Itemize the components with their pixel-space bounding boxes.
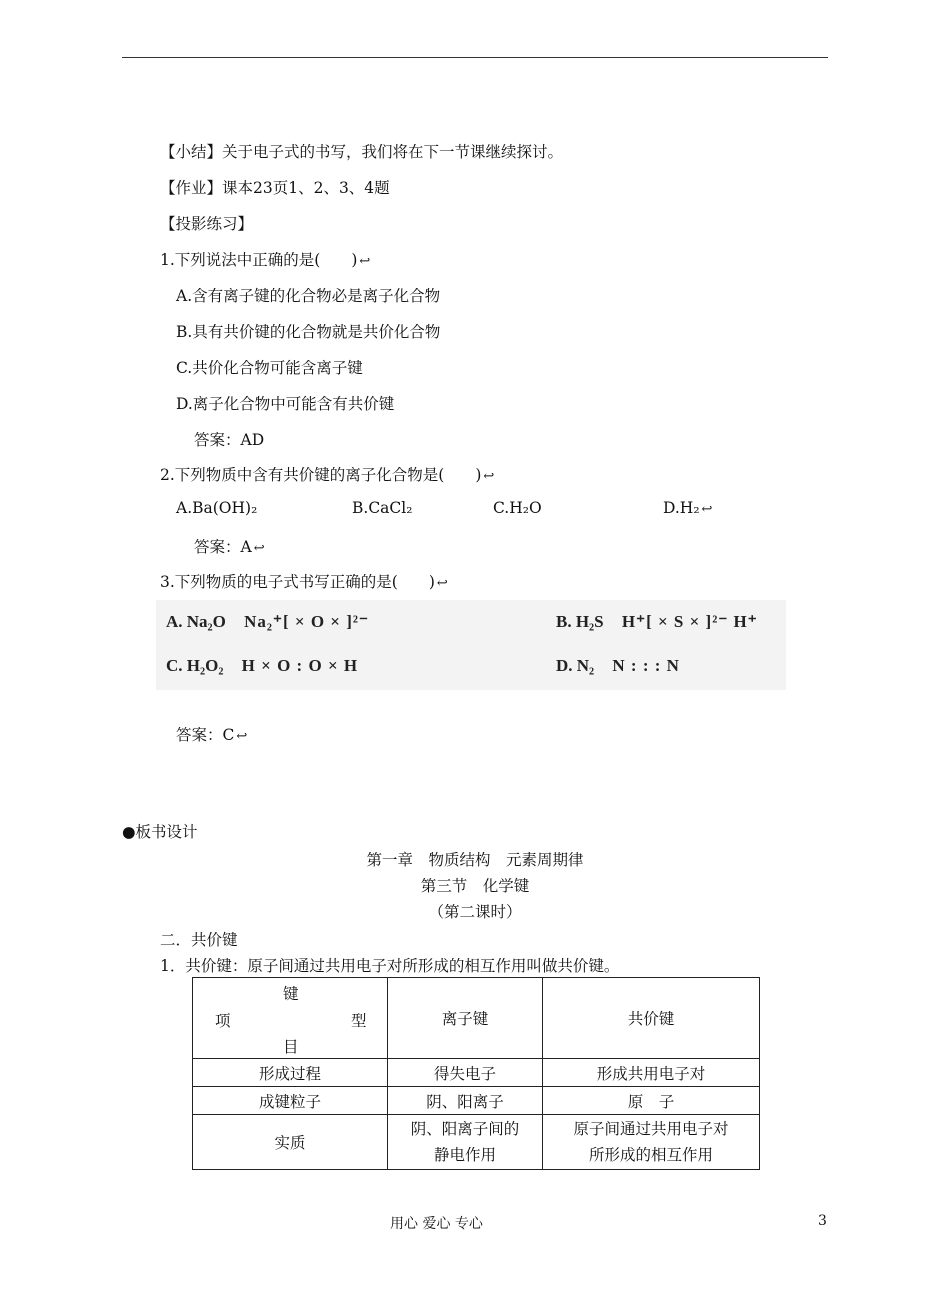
row-covalent: [543, 1115, 760, 1170]
row-covalent-line-2: 所形成的相互作用: [588, 1146, 713, 1164]
figure-option-d: [556, 656, 680, 676]
diag-top-label: 键: [283, 985, 299, 1003]
header-rule: [122, 57, 828, 58]
return-mark-icon: ↩: [436, 576, 448, 591]
question-1-option-a: A.含有离子键的化合物必是离子化合物: [176, 287, 441, 305]
summary-line: 【小结】关于电子式的书写，我们将在下一节课继续探讨。: [160, 143, 564, 161]
figure-option-b-label: B. H₂S: [556, 612, 604, 631]
diag-bottom-label: 目: [283, 1038, 299, 1056]
return-mark-icon: ↩: [236, 729, 248, 744]
figure-option-d-formula: N : : : N: [612, 656, 680, 675]
return-mark-icon: ↩: [483, 469, 495, 484]
figure-option-c: [166, 656, 358, 676]
lesson-title: （第二课时）: [428, 903, 522, 921]
table-row: [193, 1115, 760, 1170]
page-number: 3: [818, 1213, 827, 1229]
question-1-answer: 答案：AD: [194, 431, 265, 449]
figure-option-b: [556, 612, 758, 632]
question-2-text: 2.下列物质中含有共价键的离子化合物是( ): [160, 466, 482, 484]
question-3-stem: [160, 570, 448, 592]
row-item: 形成过程: [193, 1059, 388, 1087]
section-title: 第三节 化学键: [420, 877, 530, 895]
diag-right-label: 型: [351, 1012, 367, 1030]
diagonal-header-cell: [193, 978, 388, 1059]
covalent-subheading: 二．共价键: [160, 931, 238, 949]
chapter-title: 第一章 物质结构 元素周期律: [366, 851, 584, 869]
figure-option-c-label: C. H₂O₂: [166, 656, 224, 675]
row-covalent-line-1: 原子间通过共用电子对: [573, 1120, 729, 1138]
row-ionic-line-2: 静电作用: [433, 1146, 496, 1164]
board-design-heading: ●板书设计: [122, 823, 198, 841]
question-2-option-d: [663, 499, 712, 517]
question-3-answer: [176, 723, 247, 745]
question-1-option-d: D.离子化合物中可能含有共价键: [176, 395, 395, 413]
question-2-answer: [194, 535, 265, 557]
row-ionic: [388, 1115, 543, 1170]
question-2-stem: [160, 463, 494, 485]
header-covalent: 共价键: [543, 978, 760, 1059]
practice-title: 【投影练习】: [160, 215, 254, 233]
row-covalent: 形成共用电子对: [543, 1059, 760, 1087]
question-2-option-a: A.Ba(OH)₂: [176, 499, 258, 517]
row-item: 实质: [193, 1115, 388, 1170]
question-2-answer-text: 答案：A: [194, 538, 252, 556]
question-1-option-c: C.共价化合物可能含离子键: [176, 359, 363, 377]
return-mark-icon: ↩: [701, 502, 713, 517]
question-2-option-b: B.CaCl₂: [352, 499, 413, 517]
table-row: [193, 1087, 760, 1115]
question-2-option-d-text: D.H₂: [663, 499, 700, 517]
homework-line: 【作业】课本23页1、2、3、4题: [160, 179, 390, 197]
return-mark-icon: ↩: [253, 541, 265, 556]
bond-comparison-table: [192, 977, 760, 1170]
question-3-answer-text: 答案：C: [176, 726, 235, 744]
figure-option-a: [166, 612, 369, 632]
covalent-definition: 1．共价键：原子间通过共用电子对所形成的相互作用叫做共价键。: [160, 957, 620, 975]
question-2-option-c: C.H₂O: [493, 499, 542, 517]
figure-option-a-label: A. Na₂O: [166, 612, 226, 631]
row-ionic-line-1: 阴、阳离子间的: [410, 1120, 520, 1138]
return-mark-icon: ↩: [359, 254, 371, 269]
table-header-row: [193, 978, 760, 1059]
row-covalent: 原 子: [543, 1087, 760, 1115]
row-ionic: 阴、阳离子: [388, 1087, 543, 1115]
header-ionic: 离子键: [388, 978, 543, 1059]
figure-option-c-formula: H × O : O × H: [241, 656, 359, 675]
question-1-text: 1.下列说法中正确的是( ): [160, 251, 358, 269]
table-row: [193, 1059, 760, 1087]
diag-left-label: 项: [215, 1012, 231, 1030]
question-1-option-b: B.具有共价键的化合物就是共价化合物: [176, 323, 441, 341]
figure-option-b-formula: H⁺[ × S × ]²⁻ H⁺: [621, 612, 758, 631]
figure-option-a-formula: Na₂⁺[ × O × ]²⁻: [244, 612, 369, 631]
electron-formula-figure: [156, 600, 786, 690]
page-footer: 用心 爱心 专心: [390, 1216, 483, 1232]
question-3-text: 3.下列物质的电子式书写正确的是( ): [160, 573, 435, 591]
row-ionic: 得失电子: [388, 1059, 543, 1087]
question-1-stem: [160, 248, 370, 270]
figure-option-d-label: D. N₂: [556, 656, 595, 675]
row-item: 成键粒子: [193, 1087, 388, 1115]
